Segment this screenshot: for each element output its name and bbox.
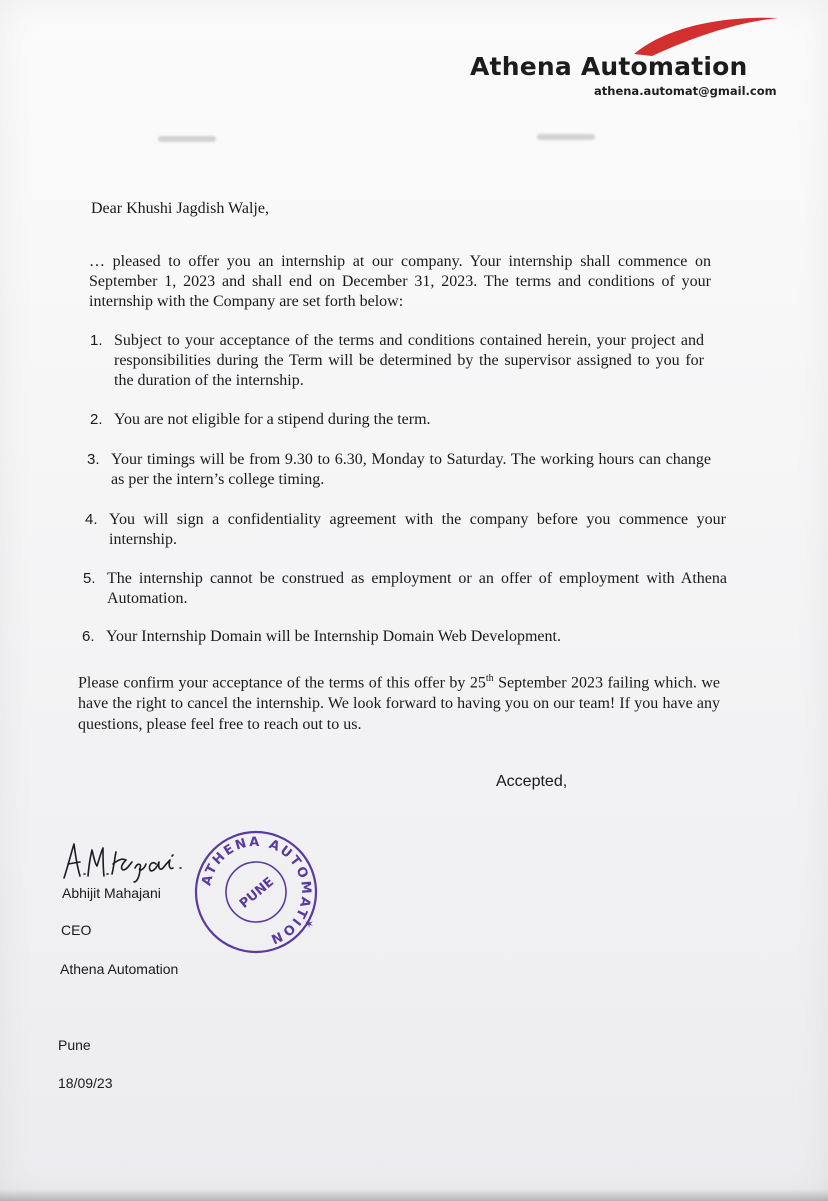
signatory-city: Pune — [58, 1037, 91, 1053]
term-item — [83, 569, 727, 609]
term-text: Your Internship Domain will be Internship Domain Web Development. — [106, 628, 561, 645]
intro-paragraph: … pleased to offer you an internship at our company. Your internship shall commence on September 1, 2023 and shall end on December 31, 2023. The terms and conditions of your internship with the Company are set forth below: — [89, 253, 711, 310]
term-number: 1. — [90, 332, 103, 349]
signature — [60, 838, 210, 884]
stamp-ring-text: ATHENA AUTOMATION — [199, 834, 314, 947]
stamp-lettering — [199, 835, 314, 947]
term-text: Your timings will be from 9.30 to 6.30, Monday to Saturday. The working hours can change as per the intern’s college timing. — [111, 451, 711, 488]
company-stamp-icon — [190, 826, 322, 958]
closing-text-start: Please confirm your acceptance of the terms of this offer by 25 — [78, 674, 486, 692]
term-number: 4. — [85, 511, 98, 528]
letter-date: 18/09/23 — [58, 1075, 113, 1091]
term-item — [87, 450, 711, 490]
term-text: Subject to your acceptance of the terms and conditions contained herein, your project and responsibilities during the Term will be determined by the supervisor assigned to you for the duration of the internship. — [114, 332, 704, 389]
term-item — [85, 510, 726, 550]
term-text: You are not eligible for a stipend during the term. — [114, 411, 431, 428]
accepted-label: Accepted, — [496, 773, 568, 790]
term-text: The internship cannot be construed as employment or an offer of employment with Athena Automation. — [107, 570, 727, 607]
signatory-name: Abhijit Mahajani — [62, 885, 161, 901]
swoosh-shape — [634, 18, 778, 56]
signatory-title: CEO — [61, 922, 92, 938]
faint-mark-left — [158, 136, 216, 142]
faint-mark-right — [537, 134, 595, 140]
stamp-center-text: PUNE — [236, 874, 278, 912]
company-email: athena.automat@gmail.com — [594, 84, 777, 98]
term-item — [82, 627, 722, 647]
closing-text-end: September 2023 failing which. we have the right to cancel the internship. We look forward to having you on our team! If you have any questions, please feel free to reach out to us. — [78, 674, 721, 734]
date-ordinal: th — [485, 673, 494, 684]
term-number: 3. — [87, 451, 100, 468]
term-item — [90, 410, 704, 430]
term-number: 5. — [83, 570, 96, 587]
term-item — [90, 331, 704, 391]
term-number: 2. — [90, 411, 103, 428]
closing-paragraph — [78, 668, 720, 735]
stamp-star: ✶ — [304, 917, 315, 931]
signatory-company: Athena Automation — [60, 961, 179, 977]
term-number: 6. — [82, 628, 95, 645]
greeting: Dear Khushi Jagdish Walje, — [91, 200, 269, 217]
company-logo-text: Athena Automation — [470, 52, 748, 81]
term-text: You will sign a confidentiality agreement with the company before you commence your internship. — [109, 511, 726, 548]
